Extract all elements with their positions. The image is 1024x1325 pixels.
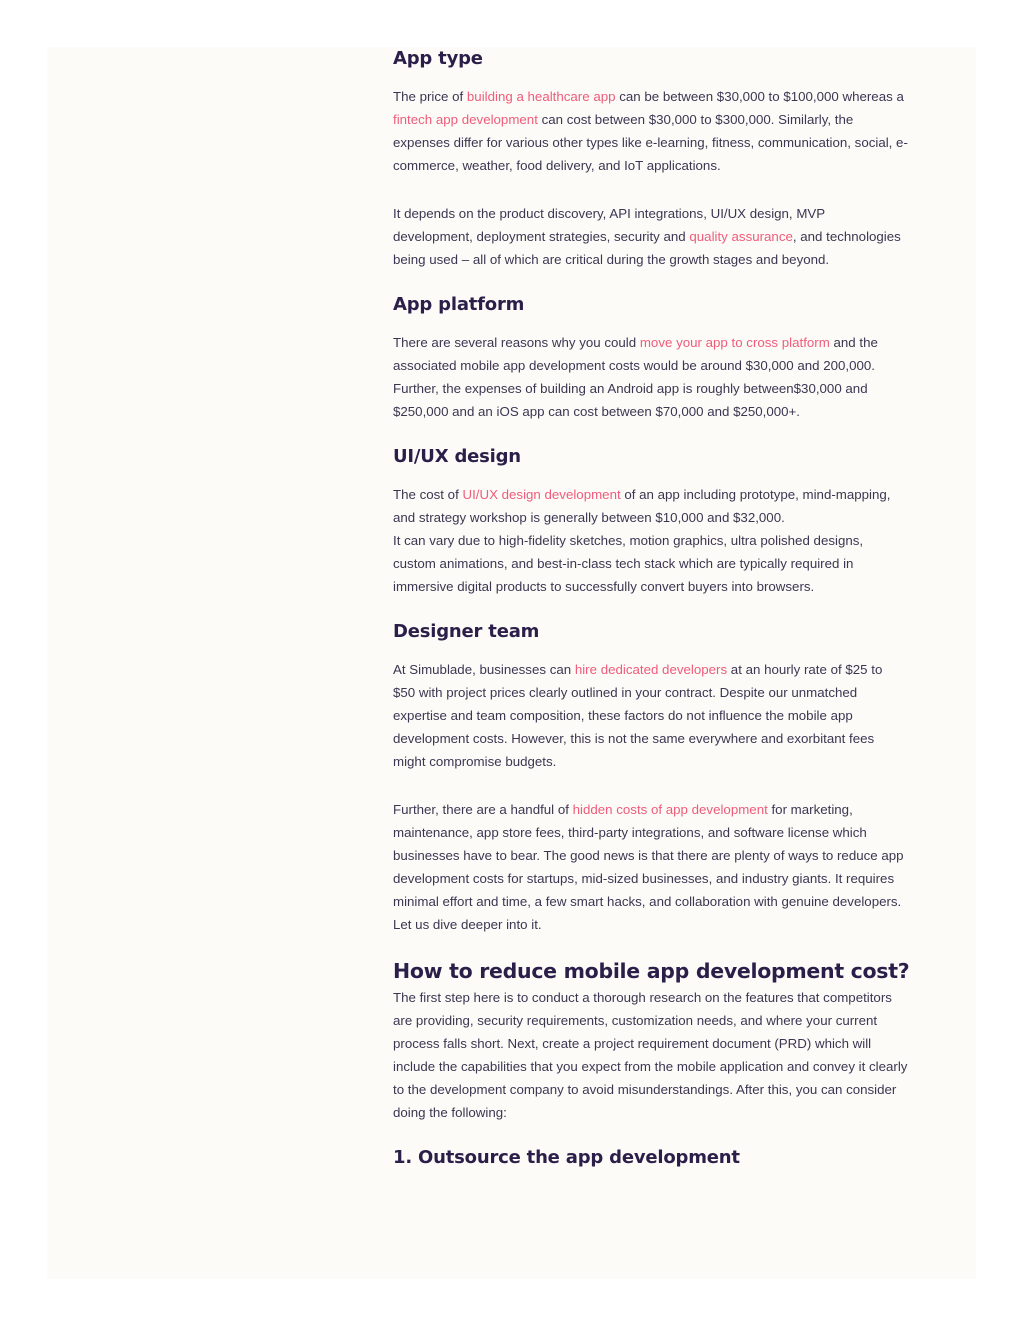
text-segment: can be between $30,000 to $100,000 whereas a bbox=[615, 89, 904, 104]
text-segment: The price of bbox=[393, 89, 467, 104]
text-segment: The cost of bbox=[393, 487, 463, 502]
link-hire-dedicated-developers[interactable]: hire dedicated developers bbox=[574, 662, 728, 677]
text-segment: It can vary due to high-fidelity sketches, motion graphics, ultra polished designs, custom animations, and best-in-class tech stack which are typically required in immersive digital products to successfully convert buyers into browsers. bbox=[393, 533, 864, 594]
link-building-healthcare-app[interactable]: building a healthcare app bbox=[466, 89, 616, 104]
text-segment: Further, there are a handful of bbox=[393, 802, 573, 817]
text-segment: It depends on the product discovery, API integrations, UI/UX design, MVP development, deployment strategies, security and bbox=[393, 206, 825, 244]
uiux-paragraph bbox=[393, 483, 908, 598]
text-segment: There are several reasons why you could bbox=[393, 335, 640, 350]
section-heading-reduce-cost: How to reduce mobile app development cost? bbox=[393, 959, 910, 983]
app-type-paragraph-2 bbox=[393, 202, 908, 271]
link-cross-platform[interactable]: move your app to cross platform bbox=[639, 335, 830, 350]
section-heading-app-type: App type bbox=[393, 48, 483, 69]
text-segment: for marketing, maintenance, app store fees, third-party integrations, and software license which businesses have to bear. The good news is that there are plenty of ways to reduce app development costs for startups, mid-sized businesses, and industry giants. It requires minimal effort and time, a few smart hacks, and collaboration with genuine developers. Let us dive deeper into it. bbox=[393, 802, 904, 932]
link-hidden-costs[interactable]: hidden costs of app development bbox=[572, 802, 768, 817]
link-uiux-design-development[interactable]: UI/UX design development bbox=[462, 487, 621, 502]
designer-team-paragraph-1 bbox=[393, 658, 908, 773]
section-heading-app-platform: App platform bbox=[393, 294, 525, 315]
article-body bbox=[393, 45, 908, 1172]
text-segment: can cost between $30,000 to $300,000. Similarly, the expenses differ for various other types like e-learning, fitness, communication, social, e-commerce, weather, food delivery, and IoT applications. bbox=[393, 112, 908, 173]
text-segment: of an app including prototype, mind-mapping, and strategy workshop is generally between $10,000 and $32,000. bbox=[393, 487, 891, 525]
app-type-paragraph-1 bbox=[393, 85, 908, 177]
section-heading-outsource: 1. Outsource the app development bbox=[393, 1147, 740, 1168]
link-quality-assurance[interactable]: quality assurance bbox=[689, 229, 793, 244]
app-platform-paragraph bbox=[393, 331, 908, 423]
designer-team-paragraph-2 bbox=[393, 798, 908, 936]
section-heading-designer-team: Designer team bbox=[393, 621, 540, 642]
reduce-cost-paragraph: The first step here is to conduct a thorough research on the features that competitors are providing, security requirements, customization needs, and where your current process falls short. Next, create a project requirement document (PRD) which will include the capabilities that you expect from the mobile application and convey it clearly to the development company to avoid misunderstandings. After this, you can consider doing the following: bbox=[393, 990, 908, 1120]
text-segment: at an hourly rate of $25 to $50 with project prices clearly outlined in your contract. Despite our unmatched expertise and team composition, these factors do not influence the mobile app development costs. However, this is not the same everywhere and exorbitant fees might compromise budgets. bbox=[393, 662, 883, 769]
section-heading-uiux-design: UI/UX design bbox=[393, 446, 521, 467]
text-segment: At Simublade, businesses can bbox=[393, 662, 575, 677]
link-fintech-app-development[interactable]: fintech app development bbox=[393, 112, 538, 127]
text-segment: and the associated mobile app development costs would be around $30,000 and 200,000. Further, the expenses of building an Android app is roughly between$30,000 and $250,000 and an iOS app can cost between $70,000 and $250,000+. bbox=[393, 335, 878, 419]
text-segment: , and technologies being used – all of which are critical during the growth stages and beyond. bbox=[393, 229, 901, 267]
